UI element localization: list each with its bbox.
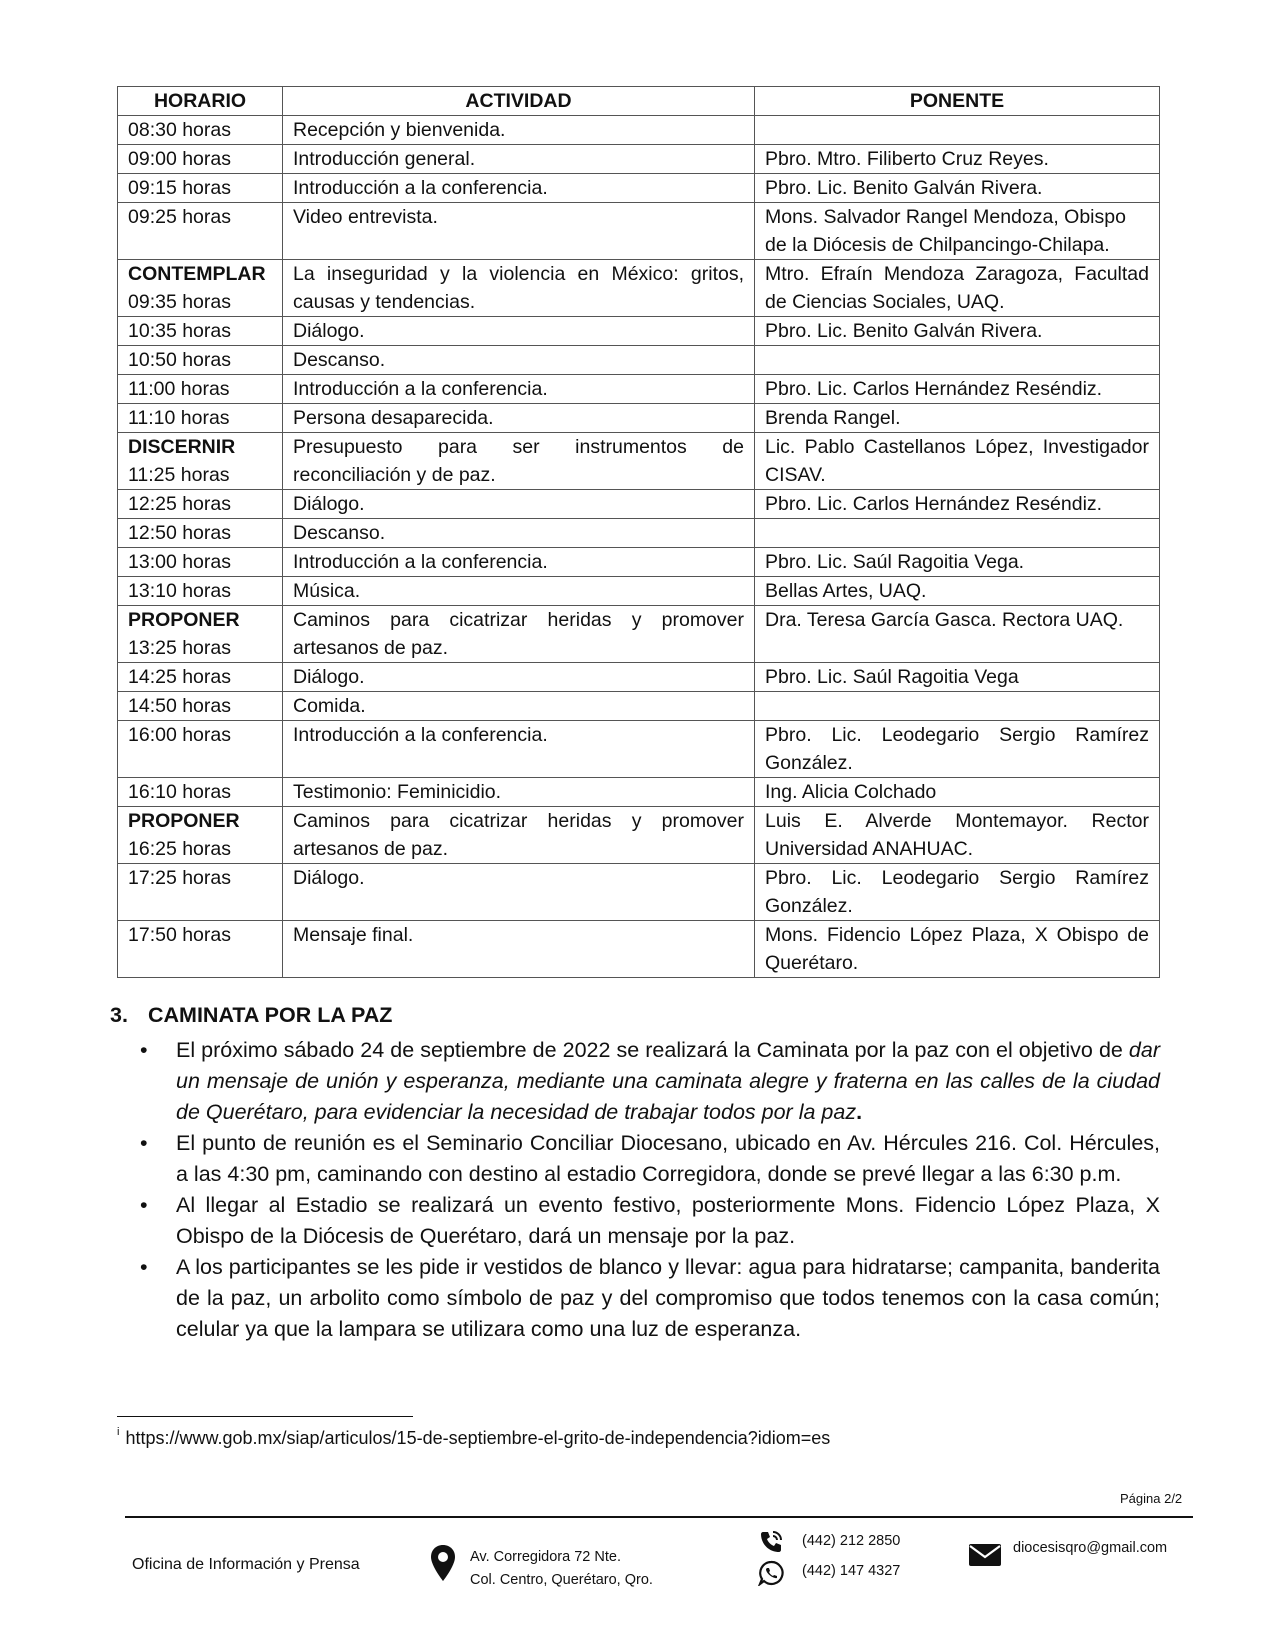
footer-whatsapp: (442) 147 4327	[802, 1563, 901, 1579]
cell-ponente	[755, 519, 1160, 548]
table-row	[118, 490, 1160, 519]
time-text: 17:25 horas	[128, 867, 231, 889]
time-text: 11:00 horas	[128, 378, 230, 400]
cell-actividad: Música.	[283, 577, 755, 606]
whatsapp-icon	[758, 1560, 784, 1586]
bullet-icon: •	[140, 1038, 148, 1062]
cell-horario	[118, 174, 283, 203]
cell-ponente: Mtro. Efraín Mendoza Zaragoza, Facultad de Ciencias Sociales, UAQ.	[755, 260, 1160, 317]
cell-actividad: Diálogo.	[283, 663, 755, 692]
cell-actividad: Caminos para cicatrizar heridas y promover artesanos de paz.	[283, 807, 755, 864]
cell-horario	[118, 577, 283, 606]
time-text: 09:35 horas	[128, 291, 231, 313]
bullet-icon: •	[140, 1131, 148, 1155]
time-text: 09:00 horas	[128, 148, 231, 170]
cell-horario	[118, 692, 283, 721]
cell-actividad: Recepción y bienvenida.	[283, 116, 755, 145]
cell-actividad: Introducción a la conferencia.	[283, 721, 755, 778]
cell-actividad: Descanso.	[283, 346, 755, 375]
cell-ponente: Dra. Teresa García Gasca. Rectora UAQ.	[755, 606, 1160, 663]
cell-actividad: Introducción a la conferencia.	[283, 548, 755, 577]
table-row	[118, 260, 1160, 317]
cell-horario	[118, 433, 283, 490]
cell-actividad: Persona desaparecida.	[283, 404, 755, 433]
cell-horario	[118, 375, 283, 404]
cell-actividad: Comida.	[283, 692, 755, 721]
cell-horario	[118, 490, 283, 519]
location-pin-icon	[430, 1544, 456, 1582]
bullet-list	[110, 1035, 1160, 1345]
cell-actividad: Presupuesto para ser instrumentos de reconciliación y de paz.	[283, 433, 755, 490]
cell-ponente	[755, 346, 1160, 375]
time-text: 11:25 horas	[128, 464, 230, 486]
section-label: DISCERNIR	[128, 436, 236, 458]
cell-actividad: La inseguridad y la violencia en México: gritos, causas y tendencias.	[283, 260, 755, 317]
cell-ponente: Pbro. Lic. Leodegario Sergio Ramírez González.	[755, 864, 1160, 921]
table-row	[118, 606, 1160, 663]
section-label: PROPONER	[128, 810, 240, 832]
footer-email[interactable]: diocesisqro@gmail.com	[1013, 1540, 1168, 1556]
list-item: • El punto de reunión es el Seminario Conciliar Diocesano, ubicado en Av. Hércules 216. Col. Hércules, a las 4:30 pm, caminando con destino al estadio Corregidora, donde se prevé llegar a las 6:30 p.m.	[110, 1128, 1160, 1190]
cell-ponente: Pbro. Lic. Saúl Ragoitia Vega.	[755, 548, 1160, 577]
cell-actividad: Mensaje final.	[283, 921, 755, 978]
cell-ponente: Mons. Fidencio López Plaza, X Obispo de Querétaro.	[755, 921, 1160, 978]
footer-office: Oficina de Información y Prensa	[132, 1556, 360, 1573]
schedule-body	[118, 116, 1160, 978]
list-item: • Al llegar al Estadio se realizará un evento festivo, posteriormente Mons. Fidencio López Plaza, X Obispo de la Diócesis de Querétaro, dará un mensaje por la paz.	[110, 1190, 1160, 1252]
table-row	[118, 921, 1160, 978]
time-text: 11:10 horas	[128, 407, 230, 429]
cell-horario	[118, 317, 283, 346]
cell-actividad: Introducción general.	[283, 145, 755, 174]
table-row	[118, 548, 1160, 577]
header-ponente: PONENTE	[755, 87, 1160, 116]
section-caminata	[110, 1000, 1160, 1345]
time-text: 09:25 horas	[128, 206, 231, 228]
section-heading	[110, 1000, 1160, 1031]
cell-ponente: Pbro. Lic. Carlos Hernández Reséndiz.	[755, 490, 1160, 519]
cell-ponente: Pbro. Lic. Leodegario Sergio Ramírez González.	[755, 721, 1160, 778]
schedule-table	[117, 86, 1160, 978]
list-item: • El próximo sábado 24 de septiembre de 2022 se realizará la Caminata por la paz con el objetivo de dar un mensaje de unión y esperanza, mediante una caminata alegre y fraterna en las calles de la ciudad de Querétaro, para evidenciar la necesidad de trabajar todos por la paz.	[110, 1035, 1160, 1128]
section-number: 3.	[110, 1003, 128, 1027]
cell-ponente	[755, 692, 1160, 721]
cell-actividad: Diálogo.	[283, 490, 755, 519]
time-text: 10:35 horas	[128, 320, 231, 342]
cell-horario	[118, 606, 283, 663]
table-row	[118, 317, 1160, 346]
cell-ponente: Bellas Artes, UAQ.	[755, 577, 1160, 606]
footer-divider	[125, 1516, 1193, 1518]
time-text: 13:00 horas	[128, 551, 231, 573]
cell-ponente: Pbro. Lic. Benito Galván Rivera.	[755, 174, 1160, 203]
cell-horario	[118, 864, 283, 921]
cell-horario	[118, 548, 283, 577]
cell-ponente: Ing. Alicia Colchado	[755, 778, 1160, 807]
cell-actividad: Diálogo.	[283, 864, 755, 921]
bullet-icon: •	[140, 1255, 148, 1279]
time-text: 08:30 horas	[128, 119, 231, 141]
cell-ponente: Mons. Salvador Rangel Mendoza, Obispo de la Diócesis de Chilpancingo-Chilapa.	[755, 203, 1160, 260]
footer-phone: (442) 212 2850	[802, 1533, 901, 1549]
section-label: CONTEMPLAR	[128, 263, 266, 285]
cell-actividad: Introducción a la conferencia.	[283, 375, 755, 404]
cell-ponente: Brenda Rangel.	[755, 404, 1160, 433]
cell-actividad: Video entrevista.	[283, 203, 755, 260]
cell-ponente: Luis E. Alverde Montemayor. Rector Universidad ANAHUAC.	[755, 807, 1160, 864]
cell-actividad: Caminos para cicatrizar heridas y promover artesanos de paz.	[283, 606, 755, 663]
list-item: • A los participantes se les pide ir vestidos de blanco y llevar: agua para hidratarse; campanita, banderita de la paz, un arbolito como símbolo de paz y del compromiso que todos tenemos con la casa común; celular ya que la lampara se utilizara como una luz de esperanza.	[110, 1252, 1160, 1345]
header-actividad: ACTIVIDAD	[283, 87, 755, 116]
cell-ponente: Lic. Pablo Castellanos López, Investigador CISAV.	[755, 433, 1160, 490]
time-text: 13:10 horas	[128, 580, 231, 602]
cell-ponente: Pbro. Lic. Benito Galván Rivera.	[755, 317, 1160, 346]
cell-ponente: Pbro. Lic. Carlos Hernández Reséndiz.	[755, 375, 1160, 404]
cell-ponente: Pbro. Lic. Saúl Ragoitia Vega	[755, 663, 1160, 692]
cell-horario	[118, 260, 283, 317]
footer-address: Av. Corregidora 72 Nte. Col. Centro, Querétaro, Qro.	[470, 1549, 653, 1588]
table-row	[118, 519, 1160, 548]
time-text: 09:15 horas	[128, 177, 231, 199]
cell-horario	[118, 921, 283, 978]
cell-horario	[118, 145, 283, 174]
time-text: 14:25 horas	[128, 666, 231, 688]
time-text: 16:00 horas	[128, 724, 231, 746]
cell-horario	[118, 116, 283, 145]
section-label: PROPONER	[128, 609, 240, 631]
cell-horario	[118, 404, 283, 433]
time-text: 12:25 horas	[128, 493, 231, 515]
footnote-divider	[117, 1416, 413, 1417]
time-text: 10:50 horas	[128, 349, 231, 371]
table-row	[118, 145, 1160, 174]
table-row	[118, 807, 1160, 864]
time-text: 14:50 horas	[128, 695, 231, 717]
phone-icon	[758, 1529, 784, 1555]
cell-horario	[118, 721, 283, 778]
cell-ponente: Pbro. Mtro. Filiberto Cruz Reyes.	[755, 145, 1160, 174]
time-text: 16:25 horas	[128, 838, 231, 860]
cell-ponente	[755, 116, 1160, 145]
section-title: CAMINATA POR LA PAZ	[148, 1003, 393, 1027]
table-row	[118, 375, 1160, 404]
cell-horario	[118, 346, 283, 375]
table-row	[118, 692, 1160, 721]
footnote-marker: i	[117, 1426, 120, 1438]
table-row	[118, 433, 1160, 490]
table-header-row	[118, 87, 1160, 116]
table-row	[118, 721, 1160, 778]
envelope-icon	[968, 1542, 1002, 1568]
table-row	[118, 116, 1160, 145]
cell-horario	[118, 663, 283, 692]
cell-horario	[118, 519, 283, 548]
time-text: 17:50 horas	[128, 924, 231, 946]
table-row	[118, 174, 1160, 203]
table-row	[118, 346, 1160, 375]
footnote	[117, 1428, 830, 1449]
cell-horario	[118, 807, 283, 864]
time-text: 12:50 horas	[128, 522, 231, 544]
cell-actividad: Testimonio: Feminicidio.	[283, 778, 755, 807]
time-text: 16:10 horas	[128, 781, 231, 803]
table-row	[118, 663, 1160, 692]
cell-horario	[118, 778, 283, 807]
table-row	[118, 577, 1160, 606]
cell-horario	[118, 203, 283, 260]
page-number: Página 2/2	[1120, 1491, 1183, 1506]
header-horario: HORARIO	[118, 87, 283, 116]
table-row	[118, 864, 1160, 921]
table-row	[118, 778, 1160, 807]
cell-actividad: Descanso.	[283, 519, 755, 548]
footnote-link[interactable]: https://www.gob.mx/siap/articulos/15-de-septiembre-el-grito-de-independencia?idiom=es	[125, 1428, 831, 1448]
table-row	[118, 404, 1160, 433]
bullet-icon: •	[140, 1193, 148, 1217]
cell-actividad: Introducción a la conferencia.	[283, 174, 755, 203]
cell-actividad: Diálogo.	[283, 317, 755, 346]
table-row	[118, 203, 1160, 260]
time-text: 13:25 horas	[128, 637, 231, 659]
